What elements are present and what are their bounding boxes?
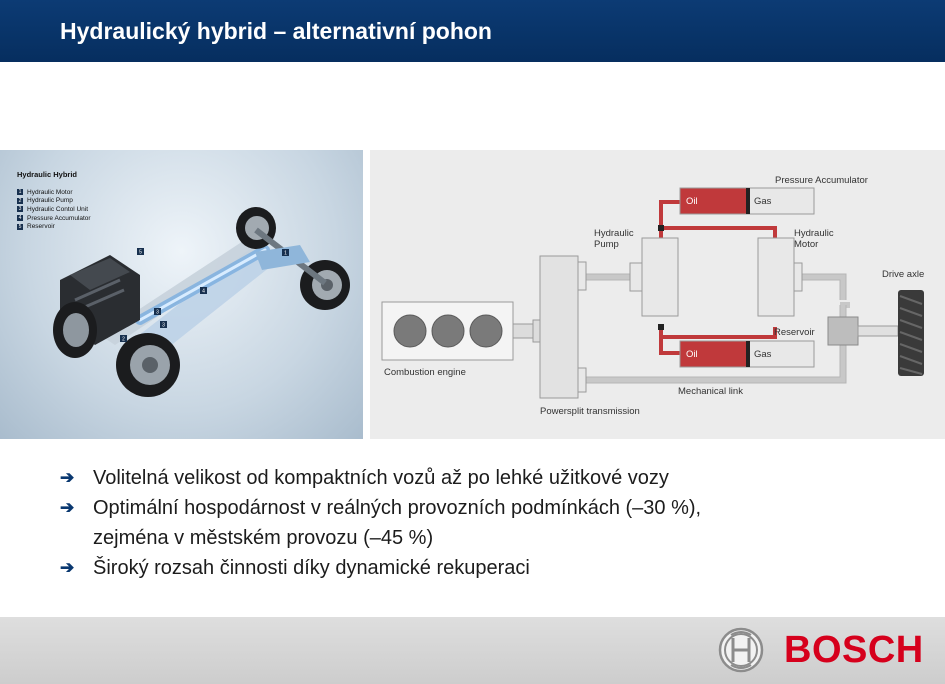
- pressure-accumulator: [680, 175, 868, 214]
- legend-item: 2 Hydraulic Pump: [18, 197, 73, 205]
- bullet-item: [60, 493, 880, 523]
- arrow-icon: ➔: [60, 468, 75, 487]
- bosch-wordmark: BOSCH: [784, 629, 924, 671]
- bosch-armature-logo-icon: [718, 627, 764, 673]
- combustion-engine: [382, 302, 541, 378]
- bullet-text: Volitelná velikost od kompaktních vozů až po lehké užitkové vozy: [93, 467, 669, 489]
- callout-label: 4: [202, 288, 205, 295]
- hydraulic-pump-label: [594, 228, 636, 250]
- motor-label-line2: Motor: [794, 239, 819, 250]
- bullet-item: [60, 553, 880, 583]
- accumulator-gas-label: Gas: [754, 196, 772, 207]
- reservoir-label: Reservoir: [774, 327, 815, 338]
- pump-label-line2: Pump: [594, 239, 619, 250]
- reservoir: [680, 327, 815, 367]
- hydraulic-hybrid-schematic: [370, 150, 945, 439]
- pressure-accumulator-label: Pressure Accumulator: [775, 175, 868, 186]
- bullet-text: Široký rozsah činnosti díky dynamické rekuperaci: [93, 557, 530, 579]
- mechanical-link-label: Mechanical link: [678, 386, 743, 397]
- legend-item: 5 Reservoir: [18, 223, 55, 231]
- bullet-list: [60, 463, 880, 583]
- vehicle-illustration: [0, 150, 363, 439]
- drive-axle-label: Drive axle: [882, 269, 925, 280]
- motor-label-line1: Hydraulic: [794, 228, 834, 239]
- slide-title: Hydraulický hybrid – alternativní pohon: [60, 18, 492, 44]
- hydraulic-motor: [758, 228, 836, 316]
- legend-item: 1 Hydraulic Motor: [18, 188, 73, 196]
- reservoir-gas-label: Gas: [754, 349, 772, 360]
- accumulator-oil-label: Oil: [686, 196, 698, 207]
- pump-label-line1: Hydraulic: [594, 228, 634, 239]
- callout-label: 3: [156, 309, 159, 316]
- front-left-wheel: [116, 333, 180, 397]
- bullet-continuation: zejména v městském provozu (–45 %): [93, 527, 434, 549]
- legend-item: 4 Pressure Accumulator: [18, 214, 91, 222]
- hydraulic-pump: [594, 228, 678, 316]
- photo-legend: [17, 170, 91, 231]
- legend-item: 3 Hydraulic Contol Unit: [18, 205, 89, 213]
- powersplit-transmission-label: Powersplit transmission: [540, 406, 640, 417]
- callout-label: 3: [162, 322, 165, 329]
- callout-label: 5: [139, 249, 142, 256]
- hydraulic-motor-label: [794, 228, 836, 250]
- reservoir-oil-label: Oil: [686, 349, 698, 360]
- arrow-icon: ➔: [60, 498, 75, 517]
- legend-title: Hydraulic Hybrid: [17, 170, 78, 179]
- arrow-icon: ➔: [60, 558, 75, 577]
- front-right-wheel: [53, 302, 97, 358]
- combustion-engine-label: Combustion engine: [384, 367, 466, 378]
- callout-label: 2: [122, 336, 125, 343]
- callout-label: 1: [284, 250, 287, 257]
- title-bar: [0, 0, 945, 62]
- bullet-text: Optimální hospodárnost v reálných provozních podmínkách (–30 %),: [93, 497, 702, 519]
- bullet-item: [60, 463, 880, 493]
